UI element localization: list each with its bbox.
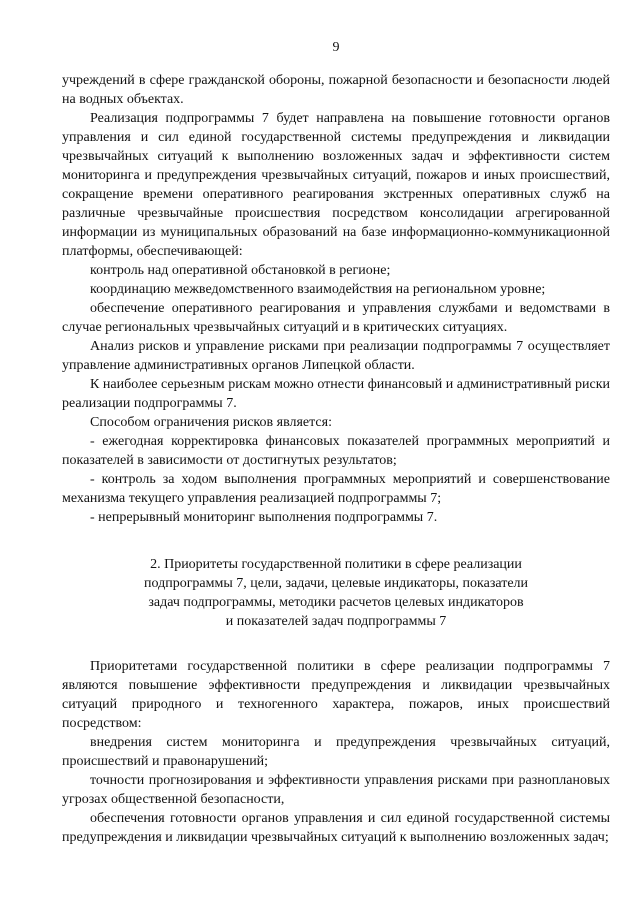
- paragraph: Анализ рисков и управление рисками при реализации подпрограммы 7 осуществляет управление административных органов Липецкой области.: [62, 339, 610, 373]
- heading-line: подпрограммы 7, цели, задачи, целевые индикаторы, показатели: [143, 576, 529, 591]
- paragraph: контроль над оперативной обстановкой в регионе;: [90, 263, 391, 278]
- paragraph: Способом ограничения рисков является:: [90, 415, 332, 430]
- page-number: 9: [332, 40, 340, 55]
- heading-line: задач подпрограммы, методики расчетов целевых индикаторов: [148, 595, 524, 610]
- paragraph: Реализация подпрограммы 7 будет направлена на повышение готовности органов управления и сил единой государственной системы предупреждения и ликвидации чрезвычайных ситуаций к выполнению возложенных задач и эффективности систем мониторинга и предупреждения чрезвычайных ситуаций, пожаров и иных происшествий, сокращение времени оперативного реагирования экстренных оперативных служб на различные чрезвычайные происшествия посредством консолидации агрегированной информации из муниципальных образований на базе информационно-коммуникационной платформы, обеспечивающей:: [62, 111, 610, 259]
- paragraph: обеспечение оперативного реагирования и управления службами и ведомствами в случае региональных чрезвычайных ситуаций и в критических ситуациях.: [62, 301, 610, 335]
- paragraph: - контроль за ходом выполнения программных мероприятий и совершенствование механизма текущего управления реализацией подпрограммы 7;: [62, 472, 610, 506]
- paragraph: координацию межведомственного взаимодействия на региональном уровне;: [90, 282, 546, 297]
- body-text-top: [62, 71, 610, 527]
- section-heading: [62, 555, 610, 631]
- paragraph: учреждений в сфере гражданской обороны, пожарной безопасности и безопасности людей на водных объектах.: [62, 73, 610, 107]
- paragraph: обеспечения готовности органов управления и сил единой государственной системы предупреждения и ликвидации чрезвычайных ситуаций к выполнению возложенных задач;: [62, 811, 610, 845]
- paragraph: точности прогнозирования и эффективности управления рисками при разноплановых угрозах общественной безопасности,: [62, 773, 610, 807]
- paragraph: Приоритетами государственной политики в сфере реализации подпрограммы 7 являются повышение эффективности предупреждения и ликвидации чрезвычайных ситуаций природного и техногенного характера, пожаров, иных происшествий посредством:: [62, 659, 610, 731]
- heading-line: 2. Приоритеты государственной политики в сфере реализации: [150, 557, 522, 572]
- paragraph: внедрения систем мониторинга и предупреждения чрезвычайных ситуаций, происшествий и правонарушений;: [62, 735, 610, 769]
- paragraph: - ежегодная корректировка финансовых показателей программных мероприятий и показателей в зависимости от достигнутых результатов;: [62, 434, 610, 468]
- paragraph: - непрерывный мониторинг выполнения подпрограммы 7.: [90, 510, 438, 525]
- paragraph: К наиболее серьезным рискам можно отнести финансовый и административный риски реализации подпрограммы 7.: [62, 377, 610, 411]
- body-text-bottom: [62, 657, 610, 847]
- heading-line: и показателей задач подпрограммы 7: [225, 614, 447, 629]
